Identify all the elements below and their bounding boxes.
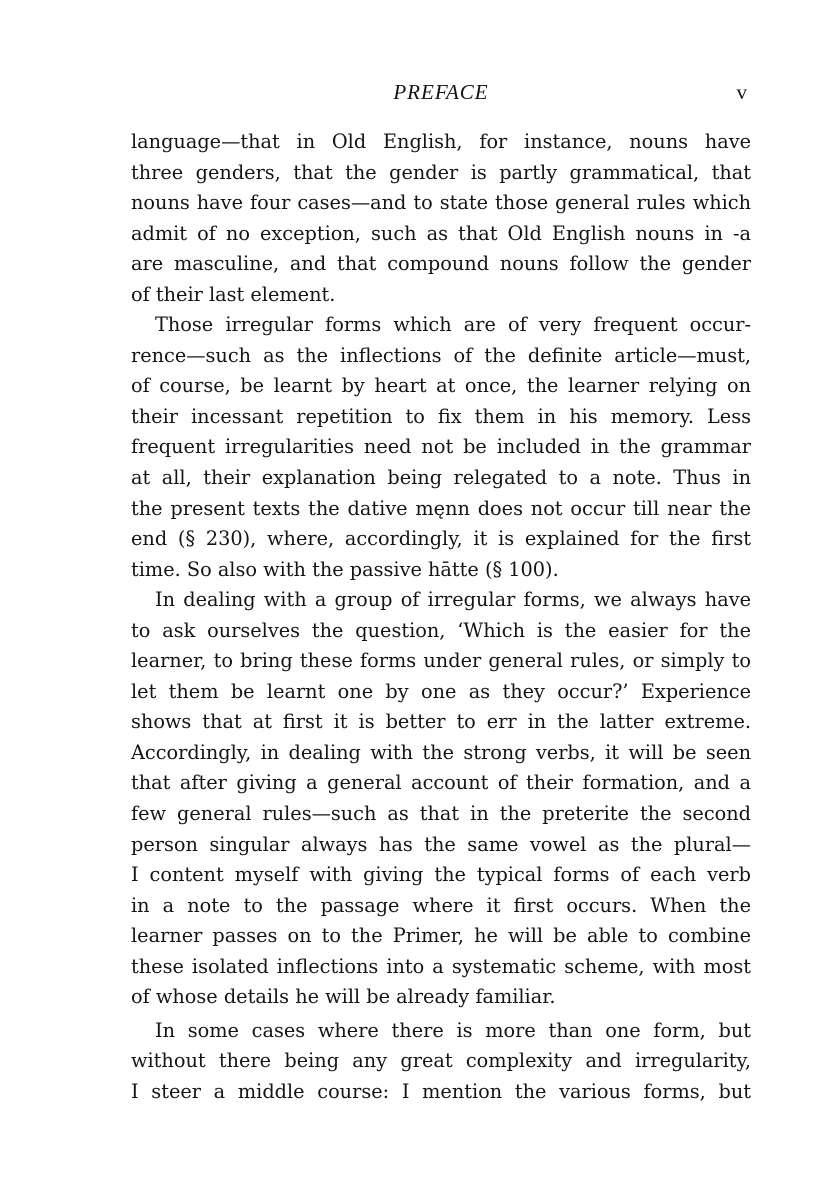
text-line: I content myself with giving the typical forms of each verb (131, 863, 751, 887)
text-line: of course, be learnt by heart at once, the learner relying on (131, 374, 751, 398)
paragraph (131, 310, 751, 585)
text-line: let them be learnt one by one as they occur?’ Experience (131, 679, 751, 703)
text-line: frequent irregularities need not be included in the grammar (131, 435, 751, 459)
paragraph (131, 1016, 751, 1108)
text-line: In some cases where there is more than one form, but (155, 1018, 751, 1042)
text-line: few general rules—such as that in the preterite the second (131, 802, 751, 826)
paragraph (131, 127, 751, 310)
text-line: end (§ 230), where, accordingly, it is explained for the first (131, 527, 751, 551)
page-header (131, 80, 751, 110)
text-line: Those irregular forms which are of very frequent occur- (155, 313, 751, 337)
body-text (131, 127, 751, 1108)
text-line: nouns have four cases—and to state those general rules which (131, 191, 751, 215)
page-number: v (736, 80, 747, 104)
text-line: I steer a middle course: I mention the various forms, but (131, 1079, 751, 1103)
text-line: the present texts the dative męnn does not occur till near the (131, 496, 751, 520)
text-line: In dealing with a group of irregular forms, we always have (155, 588, 751, 612)
text-line: three genders, that the gender is partly grammatical, that (131, 160, 751, 184)
text-line: Accordingly, in dealing with the strong verbs, it will be seen (131, 740, 751, 764)
text-line: without there being any great complexity and irregularity, (131, 1049, 751, 1073)
text-line: learner, to bring these forms under general rules, or simply to (131, 649, 751, 673)
text-line: are masculine, and that compound nouns follow the gender (131, 252, 751, 276)
text-line: at all, their explanation being relegated to a note. Thus in (131, 466, 751, 490)
text-line: rence—such as the inflections of the definite article—must, (131, 343, 751, 367)
text-line: of their last element. (131, 282, 336, 306)
paragraph (131, 585, 751, 1013)
text-line: that after giving a general account of their formation, and a (131, 771, 751, 795)
text-line: of whose details he will be already familiar. (131, 985, 556, 1009)
text-line: person singular always has the same vowel as the plural— (131, 832, 751, 856)
text-line: admit of no exception, such as that Old English nouns in -a (131, 221, 751, 245)
text-line: shows that at first it is better to err in the latter extreme. (131, 710, 751, 734)
text-line: language—that in Old English, for instance, nouns have (131, 130, 751, 153)
text-line: in a note to the passage where it first occurs. When the (131, 893, 751, 917)
text-line: their incessant repetition to fix them in his memory. Less (131, 404, 751, 428)
running-head: PREFACE (393, 80, 489, 104)
text-line: learner passes on to the Primer, he will be able to combine (131, 924, 751, 948)
text-line: time. So also with the passive hātte (§ 100). (131, 557, 559, 581)
text-line: to ask ourselves the question, ‘Which is the easier for the (131, 618, 751, 642)
text-line: these isolated inflections into a systematic scheme, with most (131, 954, 751, 978)
